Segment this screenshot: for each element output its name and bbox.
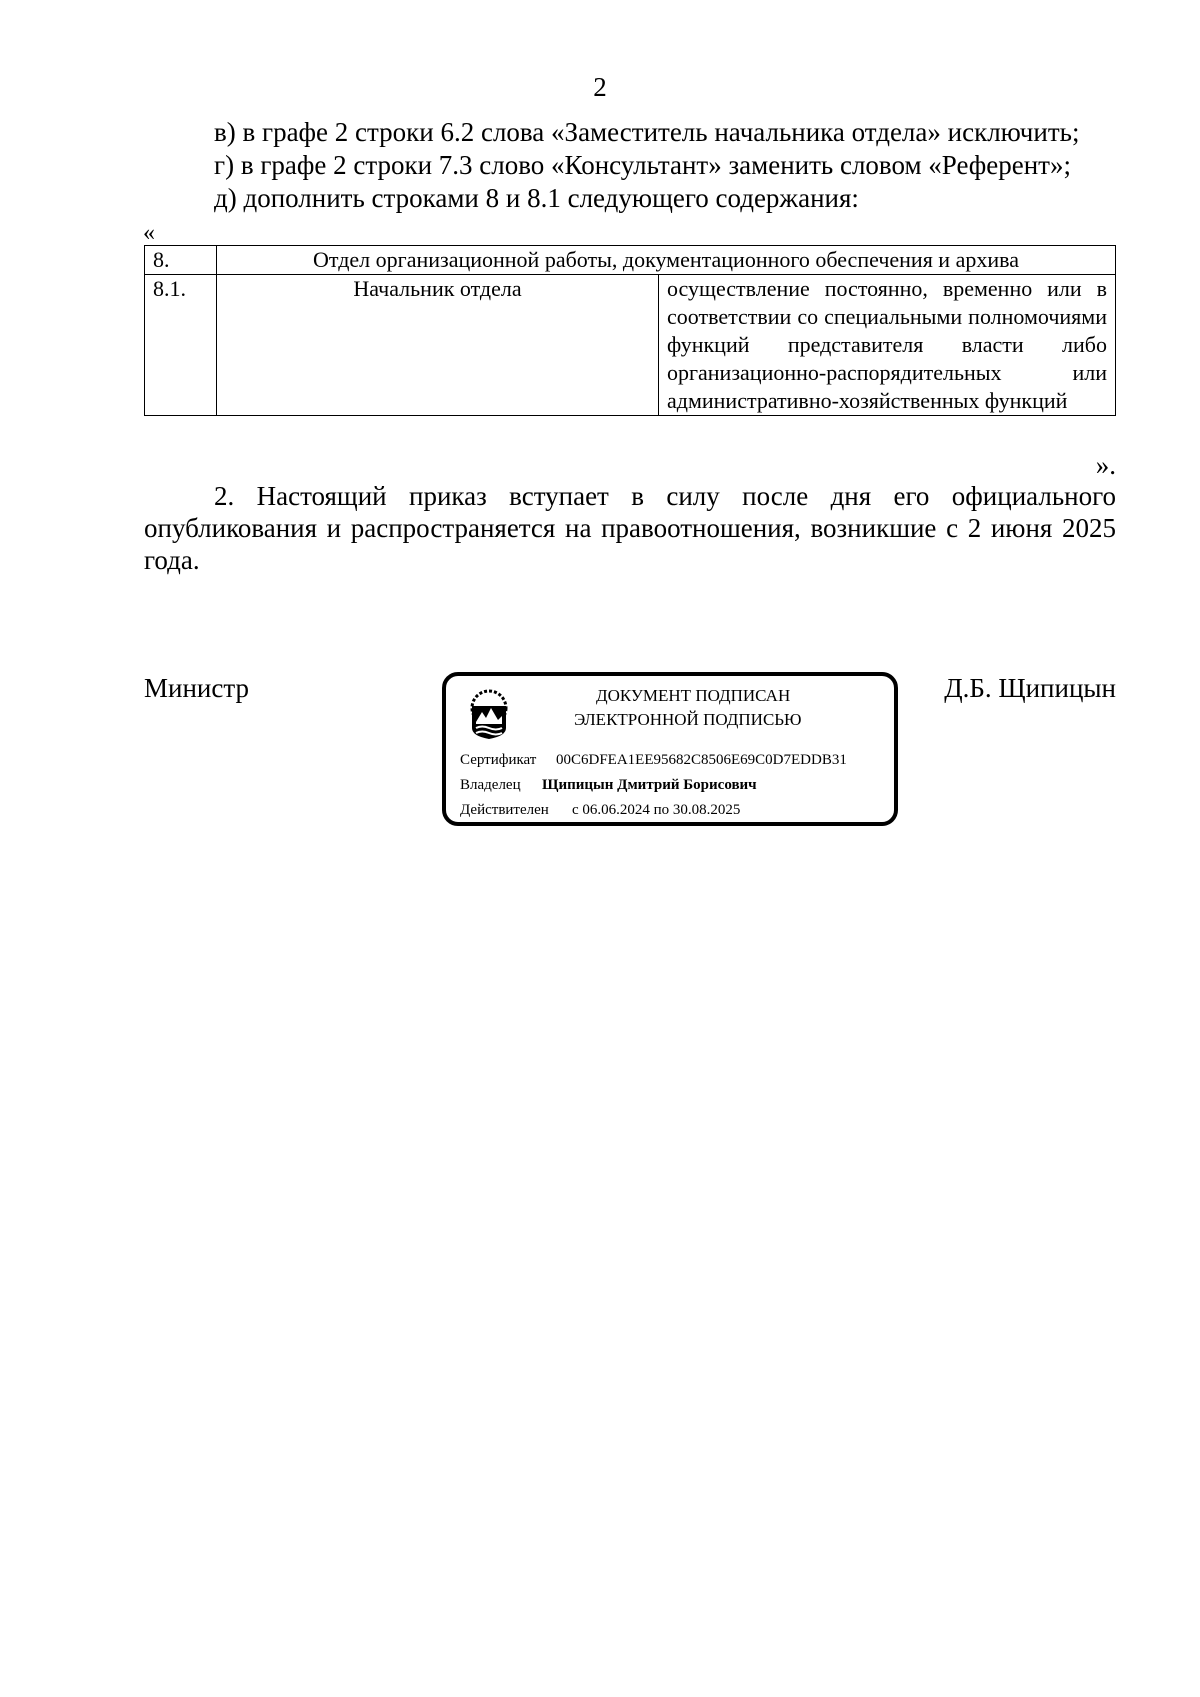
item-g: г) в графе 2 строки 7.3 слово «Консультант» заменить словом «Референт»; bbox=[214, 150, 1071, 180]
certificate-row bbox=[460, 752, 847, 769]
item-d: д) дополнить строками 8 и 8.1 следующего содержания: bbox=[214, 183, 859, 213]
validity-label: Действителен bbox=[460, 802, 549, 818]
close-quote: ». bbox=[1095, 450, 1116, 480]
electronic-signature-stamp bbox=[442, 672, 898, 826]
row-number: 8. bbox=[145, 246, 217, 275]
signatory-name: Д.Б. Щипицын bbox=[944, 673, 1116, 703]
department-name: Отдел организационной работы, документационного обеспечения и архива bbox=[217, 246, 1116, 275]
signatory-position: Министр bbox=[144, 673, 249, 703]
table-row bbox=[145, 246, 1116, 275]
item-v: в) в графе 2 строки 6.2 слова «Заместитель начальника отдела» исключить; bbox=[214, 117, 1080, 147]
position-description: осуществление постоянно, временно или в соответствии со специальными полномочиями функций представителя власти либо организационно-распорядительных или административно-хозяйственных функций bbox=[659, 275, 1116, 416]
owner-value: Щипицын Дмитрий Борисович bbox=[542, 777, 757, 793]
row-number: 8.1. bbox=[145, 275, 217, 416]
stamp-title-line1: ДОКУМЕНТ ПОДПИСАН bbox=[596, 686, 791, 705]
validity-value: с 06.06.2024 по 30.08.2025 bbox=[572, 802, 741, 818]
staff-table bbox=[144, 245, 1116, 416]
position-name: Начальник отдела bbox=[217, 275, 659, 416]
certificate-value: 00C6DFEA1EE95682C8506E69C0D7EDDB31 bbox=[556, 752, 847, 768]
stamp-title-line2: ЭЛЕКТРОННОЙ ПОДПИСЬЮ bbox=[574, 710, 802, 729]
open-quote: « bbox=[143, 220, 155, 246]
page-number: 2 bbox=[593, 72, 607, 102]
paragraph-2: 2. Настоящий приказ вступает в силу после дня его официального опубликования и распространяется на правоотношения, возникшие с 2 июня 2025 года. bbox=[144, 481, 1116, 575]
coat-of-arms-icon bbox=[466, 688, 512, 740]
validity-row bbox=[460, 802, 741, 819]
owner-row bbox=[460, 777, 757, 794]
certificate-label: Сертификат bbox=[460, 752, 537, 768]
owner-label: Владелец bbox=[460, 777, 521, 793]
table-row bbox=[145, 275, 1116, 416]
